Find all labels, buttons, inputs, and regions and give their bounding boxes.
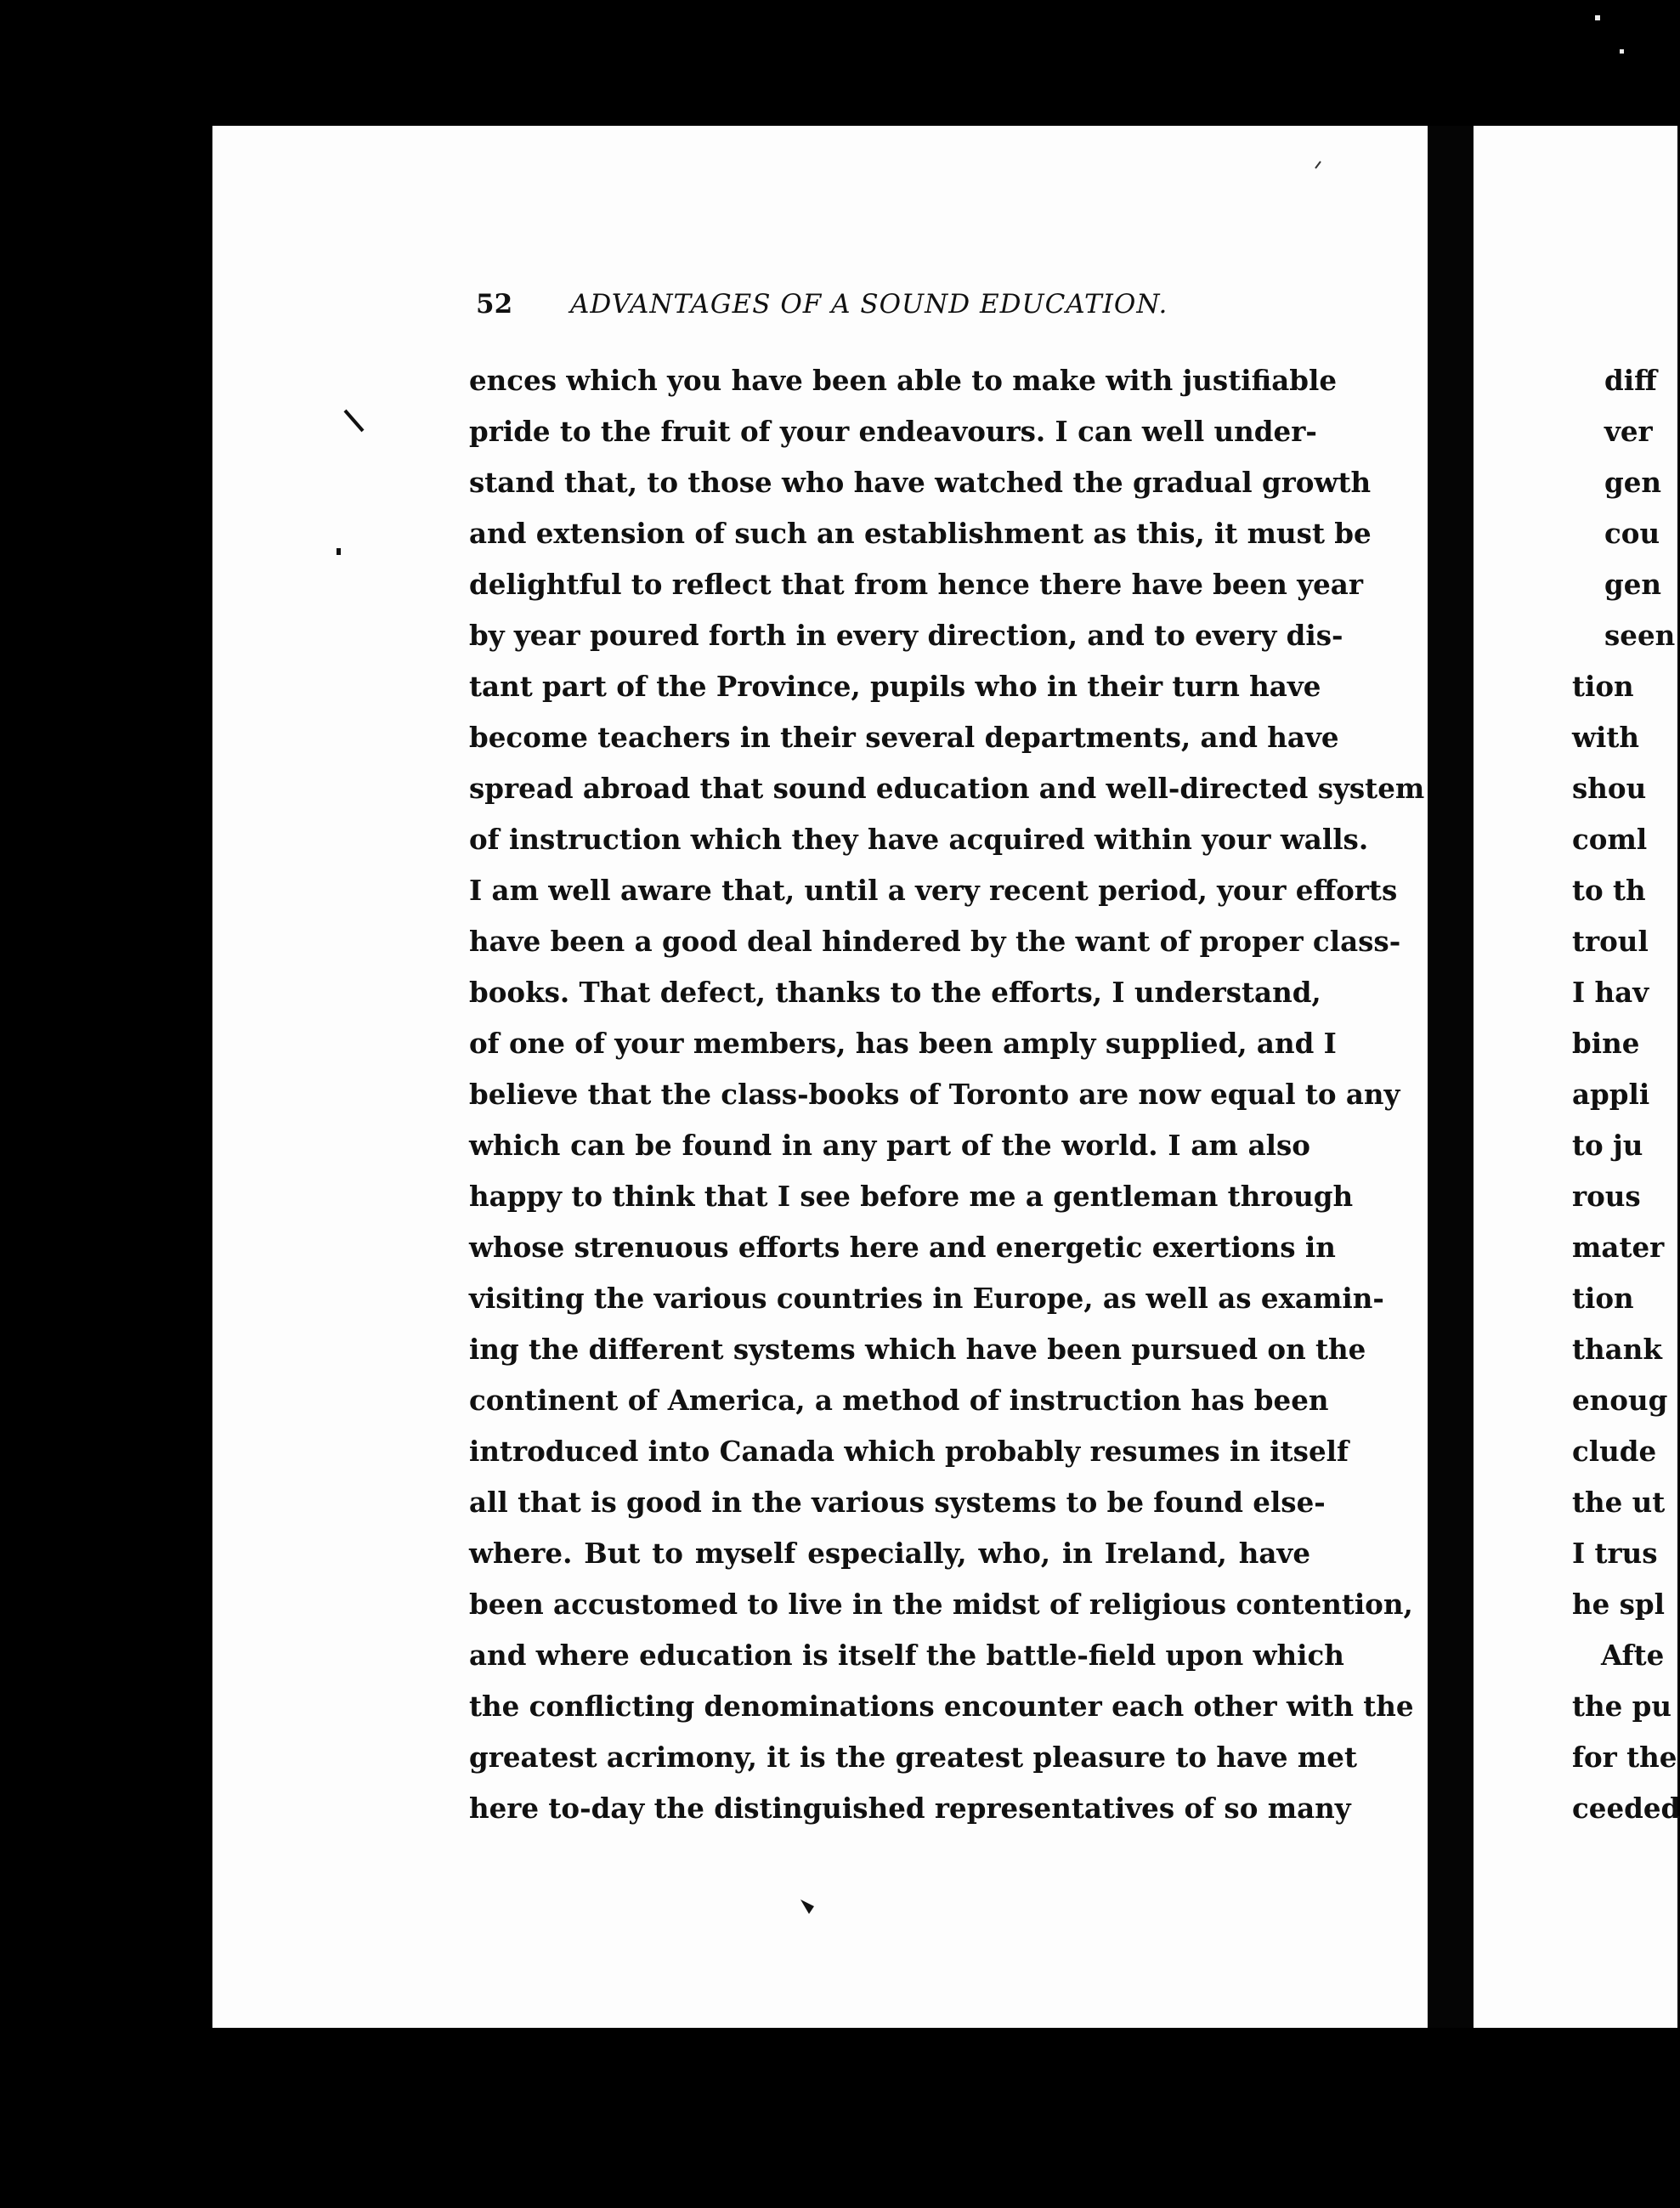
text-line: here to-day the distinguished representatives of so many: [469, 1792, 1351, 1825]
scan-mark: [1620, 49, 1624, 54]
text-line: have been a good deal hindered by the want of proper class-: [469, 925, 1401, 958]
text-line: ing the different systems which have been pursued on the: [469, 1333, 1366, 1366]
text-line: of instruction which they have acquired within your walls.: [469, 823, 1369, 856]
page-header: [476, 289, 1326, 326]
right-text-line: tion: [1572, 670, 1634, 703]
right-text-line: ceeded: [1572, 1792, 1680, 1825]
text-line: greatest acrimony, it is the greatest pleasure to have met: [469, 1741, 1357, 1774]
right-text-line: mater: [1572, 1231, 1665, 1264]
book-gutter: [1428, 126, 1474, 2028]
text-line: visiting the various countries in Europe, as well as examin-: [469, 1282, 1384, 1315]
text-line: books. That defect, thanks to the efforts, I understand,: [469, 976, 1321, 1009]
right-text-line: rous: [1572, 1180, 1641, 1213]
page-number: 52: [476, 289, 513, 320]
right-text-line: diff: [1604, 364, 1657, 397]
right-text-line: I hav: [1572, 976, 1649, 1009]
right-text-line: the ut: [1572, 1486, 1666, 1519]
right-text-line: with: [1572, 721, 1639, 754]
right-text-line: cou: [1604, 517, 1660, 550]
text-line: all that is good in the various systems to be found else-: [469, 1486, 1326, 1519]
right-text-line: the pu: [1572, 1690, 1672, 1723]
right-text-line: to ju: [1572, 1129, 1643, 1162]
body-text: [469, 355, 1425, 1834]
text-line: I am well aware that, until a very recent period, your efforts: [469, 874, 1398, 907]
text-line: delightful to reflect that from hence there have been year: [469, 568, 1363, 601]
right-text-line: bine: [1572, 1027, 1640, 1060]
right-text-line: ver: [1604, 415, 1653, 448]
right-text-line: enoug: [1572, 1384, 1668, 1417]
text-line: believe that the class-books of Toronto are now equal to any: [469, 1078, 1400, 1111]
right-text-line: clude: [1572, 1435, 1657, 1468]
text-line: pride to the fruit of your endeavours. I can well under-: [469, 415, 1317, 448]
right-text-line: Afte: [1601, 1639, 1665, 1672]
text-line: ences which you have been able to make with justifiable: [469, 364, 1338, 397]
text-line: tant part of the Province, pupils who in their turn have: [469, 670, 1321, 703]
text-line: continent of America, a method of instruction has been: [469, 1384, 1329, 1417]
text-line: happy to think that I see before me a gentleman through: [469, 1180, 1354, 1213]
text-line: and extension of such an establishment as this, it must be: [469, 517, 1372, 550]
right-text-line: thank: [1572, 1333, 1662, 1366]
text-line: which can be found in any part of the world. I am also: [469, 1129, 1310, 1162]
right-page-text: [1572, 355, 1680, 1834]
right-text-line: coml: [1572, 823, 1648, 856]
text-line: the conflicting denominations encounter each other with the: [469, 1690, 1414, 1723]
right-text-line: he spl: [1572, 1588, 1665, 1621]
right-text-line: for the: [1572, 1741, 1677, 1774]
text-line: introduced into Canada which probably resumes in itself: [469, 1435, 1349, 1468]
right-text-line: troul: [1572, 925, 1649, 958]
text-line: become teachers in their several departments, and have: [469, 721, 1339, 754]
text-line: stand that, to those who have watched the gradual growth: [469, 466, 1372, 499]
right-text-line: I trus: [1572, 1537, 1658, 1570]
text-line: whose strenuous efforts here and energetic exertions in: [469, 1231, 1336, 1264]
scan-mark: [1595, 15, 1600, 20]
right-text-line: gen: [1604, 568, 1662, 601]
text-line: been accustomed to live in the midst of religious contention,: [469, 1588, 1413, 1621]
text-line: of one of your members, has been amply supplied, and I: [469, 1027, 1337, 1060]
text-line: where. But to myself especially, who, in Ireland, have: [469, 1537, 1310, 1570]
running-title: ADVANTAGES OF A SOUND EDUCATION.: [570, 289, 1168, 320]
right-text-line: shou: [1572, 772, 1647, 805]
right-text-line: seen: [1604, 619, 1676, 652]
text-line: by year poured forth in every direction, and to every dis-: [469, 619, 1343, 652]
right-text-line: appli: [1572, 1078, 1650, 1111]
right-text-line: tion: [1572, 1282, 1634, 1315]
text-line: spread abroad that sound education and well-directed system: [469, 772, 1425, 805]
right-text-line: to th: [1572, 874, 1646, 907]
right-text-line: gen: [1604, 466, 1662, 499]
text-line: and where education is itself the battle-field upon which: [469, 1639, 1344, 1672]
